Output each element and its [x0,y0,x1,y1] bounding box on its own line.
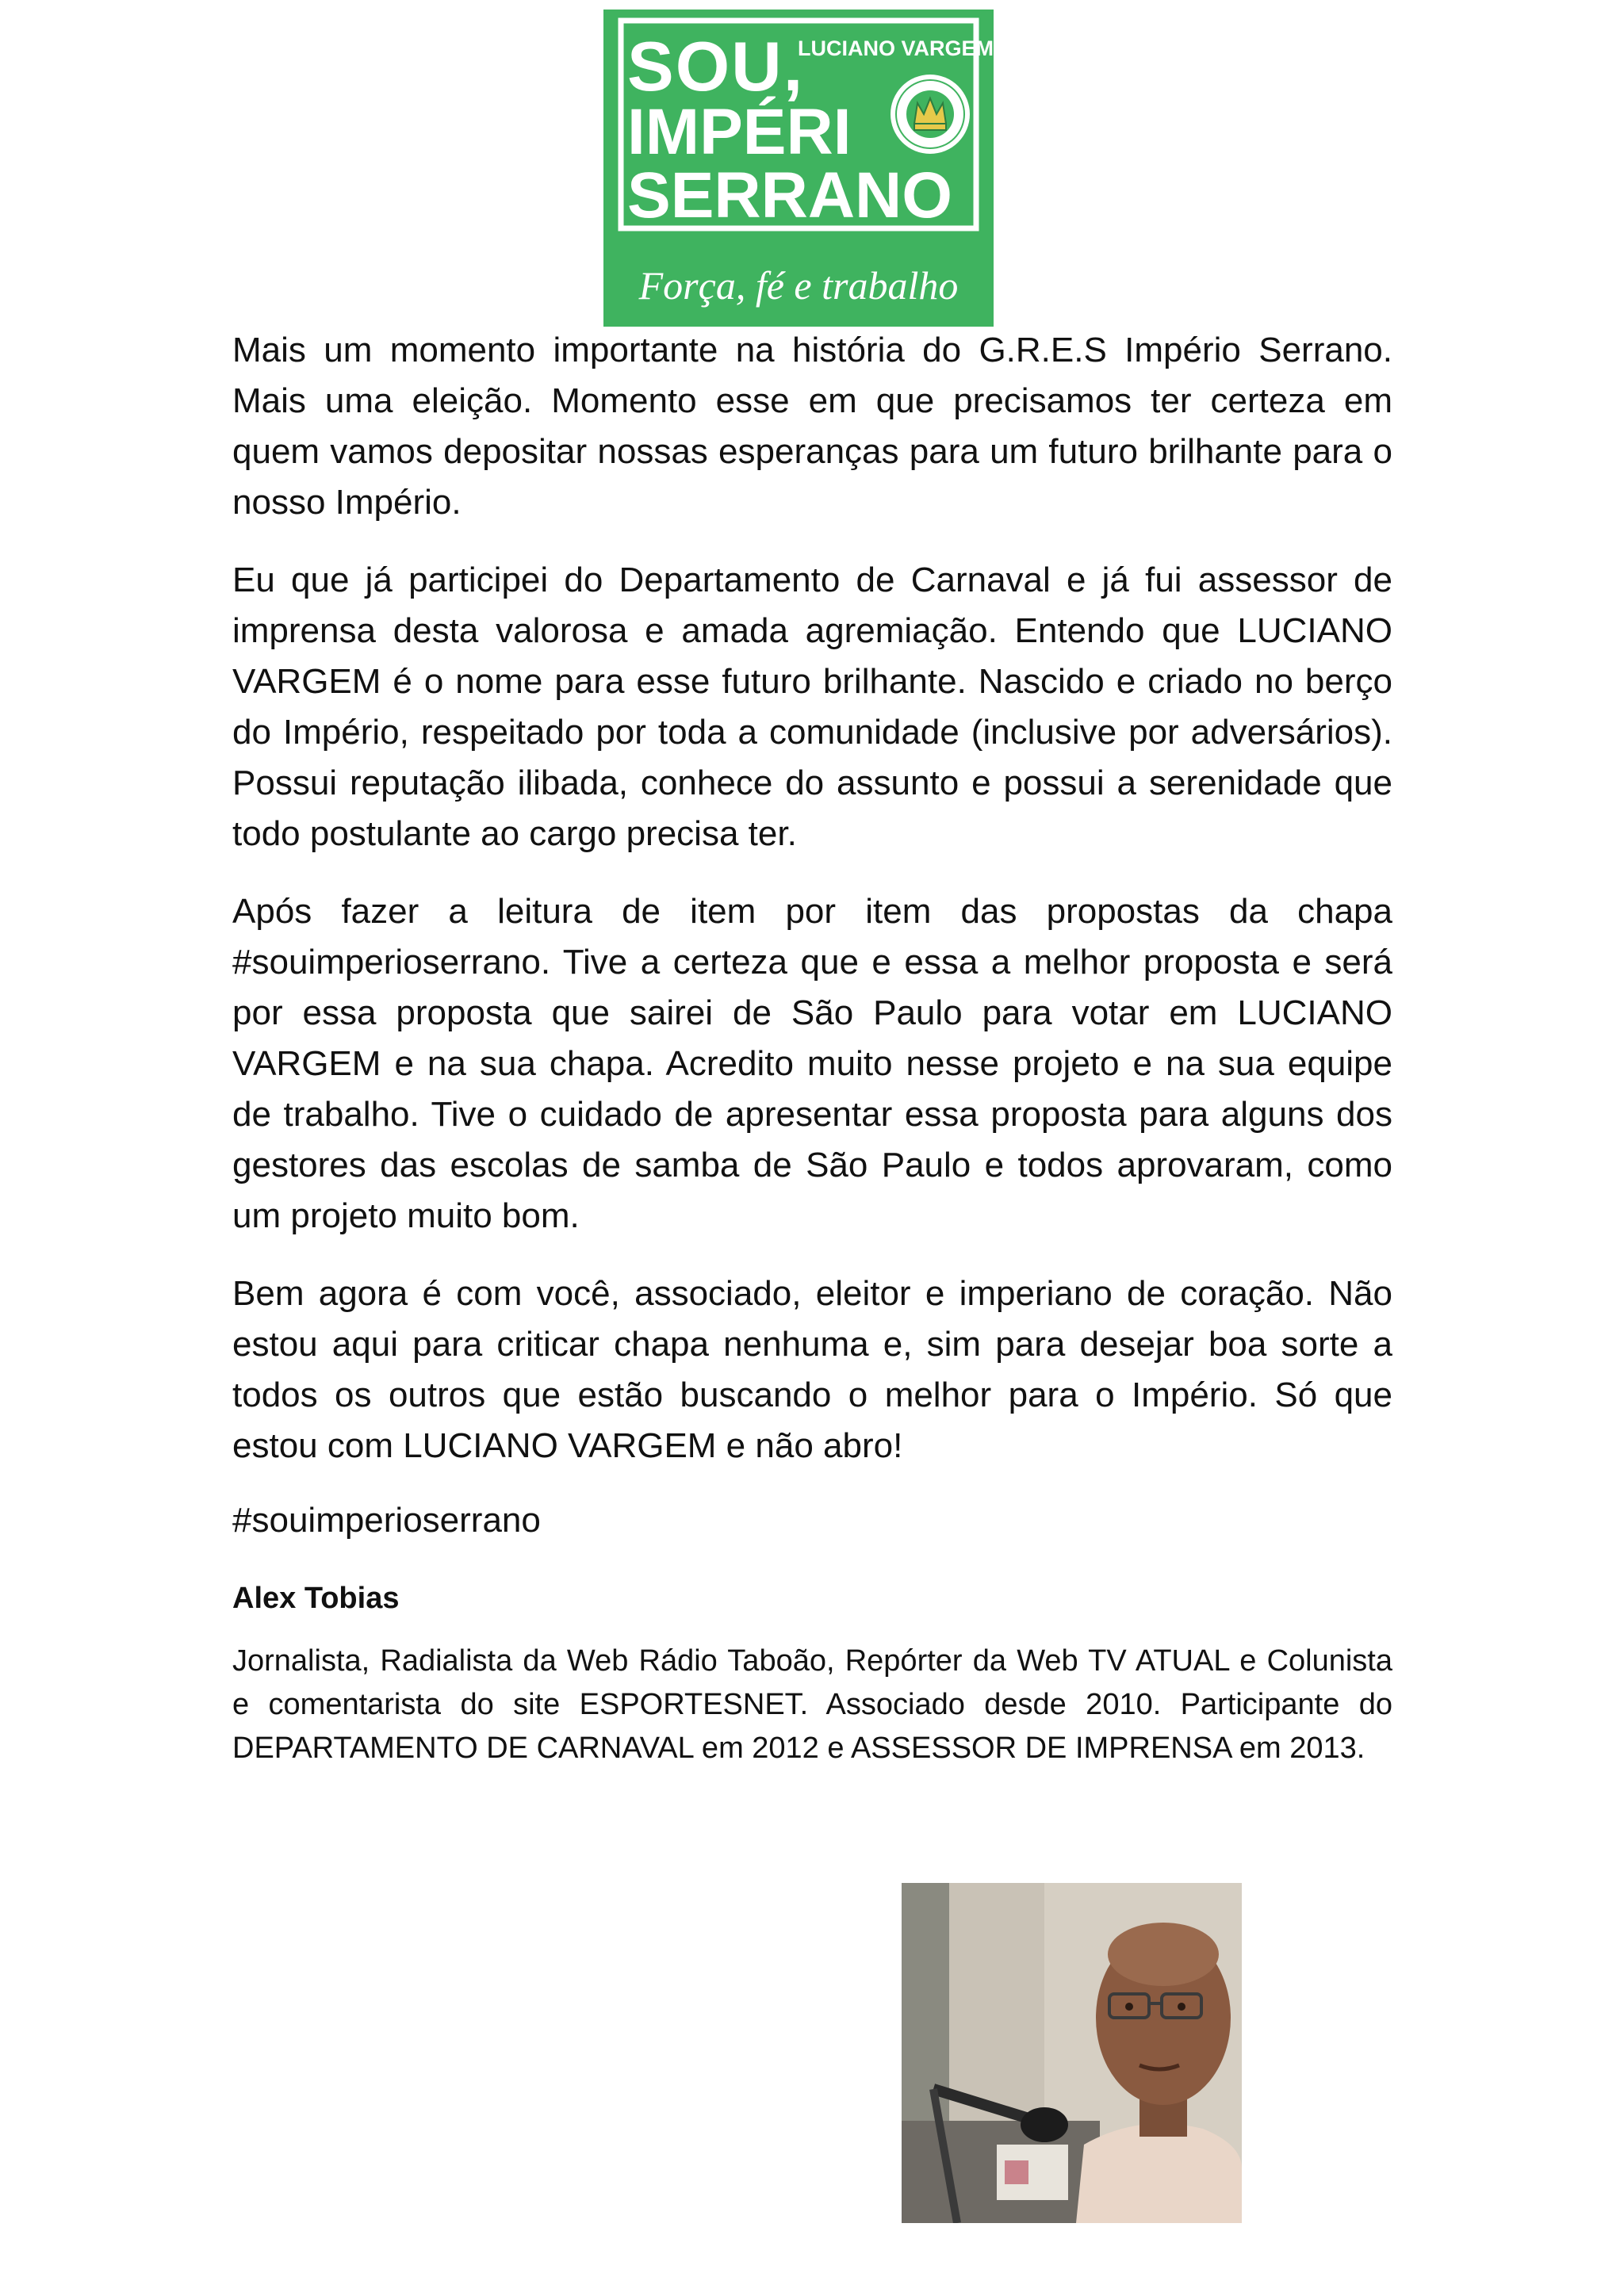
logo-line-sou: SOU, [627,27,805,105]
article-paragraph-2: Eu que já participei do Departamento de Carnaval e já fui assessor de imprensa desta valorosa e amada agremiação. Entendo que LUCIANO VARGEM é o nome para esse futuro brilhante. Nascido e criado no berço do Império, respeitado por toda a comunidade (inclusive por adversários). Possui reputação ilibada, conhece do assunto e possui a serenidade que todo postulante ao cargo precisa ter. [232,561,1392,853]
author-bio: Jornalista, Radialista da Web Rádio Taboão, Repórter da Web TV ATUAL e Colunista e comentarista do site ESPORTESNET. Associado desde 2010. Participante do DEPARTAMENTO DE CARNAVAL em 2012 e ASSESSOR DE IMPRENSA em 2013. [232,1644,1392,1765]
hashtag: #souimperioserrano [232,1501,541,1540]
author-portrait-icon [902,1883,1242,2223]
campaign-logo [603,10,994,327]
article-body [232,325,1392,1770]
logo-line-imperi: IMPÉRI [627,96,852,168]
logo-line-serrano: SERRANO [627,159,953,232]
crown-emblem-icon [891,75,970,154]
logo-slogan: Força, fé e trabalho [638,263,959,308]
logo-candidate-name: LUCIANO VARGEM [798,36,994,60]
author-name: Alex Tobias [232,1582,400,1615]
logo-artwork [603,10,994,327]
article-paragraph-1: Mais um momento importante na história do G.R.E.S Império Serrano. Mais uma eleição. Momento esse em que precisamos ter certeza em quem vamos depositar nossas esperanças para um futuro brilhante para o nosso Império. [232,331,1392,522]
article-paragraph-3: Após fazer a leitura de item por item das propostas da chapa #souimperioserrano. Tive a certeza que e essa a melhor proposta e será por essa proposta que sairei de São Paulo para votar em LUCIANO VARGEM e na sua chapa. Acredito muito nesse projeto e na sua equipe de trabalho. Tive o cuidado de apresentar essa proposta para alguns dos gestores das escolas de samba de São Paulo e todos aprovaram, como um projeto muito bom. [232,892,1392,1235]
author-photo [902,1883,1242,2223]
article-paragraph-4: Bem agora é com você, associado, eleitor e imperiano de coração. Não estou aqui para criticar chapa nenhuma e, sim para desejar boa sorte a todos os outros que estão buscando o melhor para o Império. Só que estou com LUCIANO VARGEM e não abro! [232,1274,1392,1465]
